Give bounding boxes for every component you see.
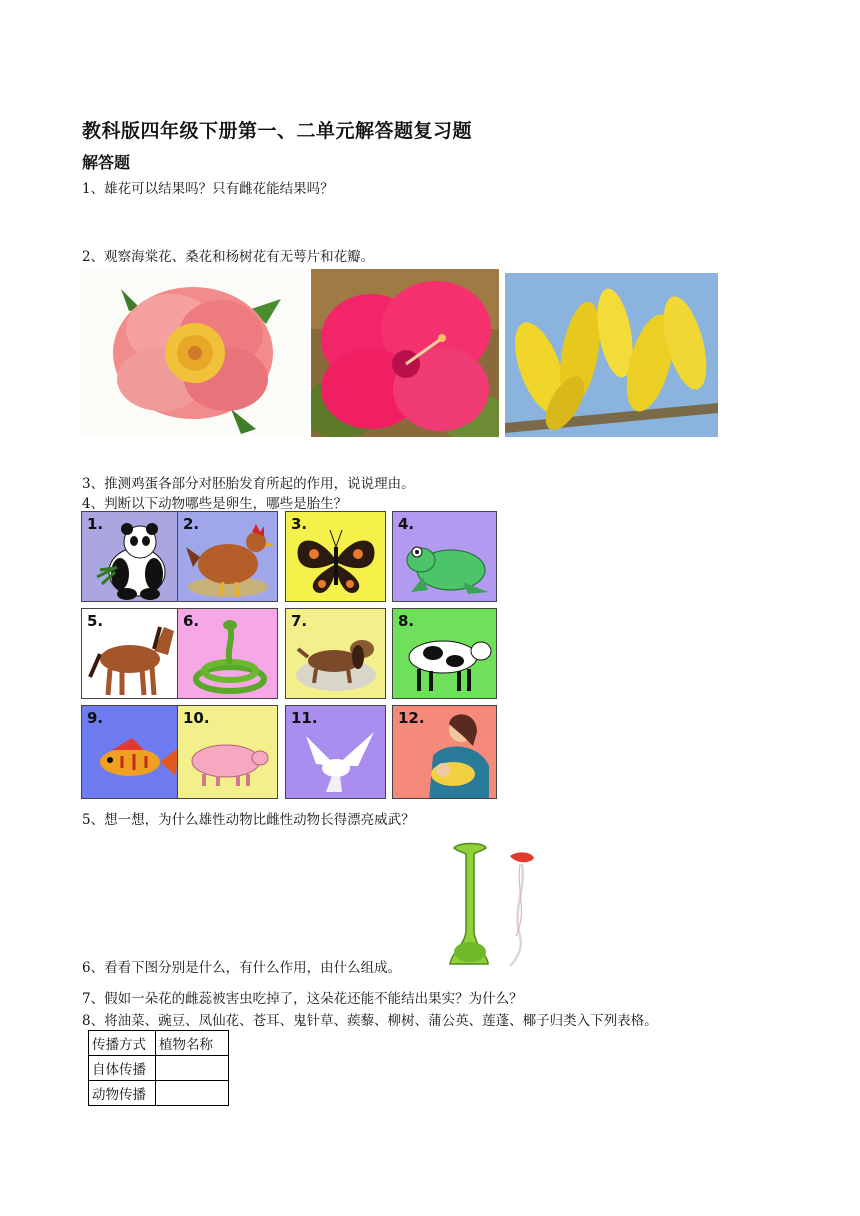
yellow-flower-photo xyxy=(505,273,718,437)
table-header-row xyxy=(89,1031,229,1056)
table-answer-cell[interactable] xyxy=(156,1081,229,1106)
tile-number: 3. xyxy=(291,515,308,533)
question-3: 3、推测鸡蛋各部分对胚胎发育所起的作用，说说理由。 xyxy=(82,476,415,492)
question-6: 6、看看下图分别是什么，有什么作用，由什么组成。 xyxy=(82,960,402,976)
question-5: 5、想一想，为什么雄性动物比雌性动物长得漂亮威武？ xyxy=(82,812,415,828)
animal-tile-7 xyxy=(285,608,386,699)
tile-number: 7. xyxy=(291,612,308,630)
animal-tile-10 xyxy=(177,705,278,799)
tile-number: 12. xyxy=(398,709,425,727)
table-row xyxy=(89,1056,229,1081)
pistil-stamen-drawing xyxy=(440,840,540,972)
page-title: 教科版四年级下册第一、二单元解答题复习题 xyxy=(82,120,473,142)
tile-number: 5. xyxy=(87,612,104,630)
table-header-cell: 传播方式 xyxy=(89,1031,156,1056)
hibiscus-flower-photo xyxy=(311,269,499,437)
seed-dispersal-table xyxy=(88,1030,229,1106)
tile-number: 1. xyxy=(87,515,104,533)
animal-tile-11 xyxy=(285,705,386,799)
animal-tile-8 xyxy=(392,608,497,699)
question-7: 7、假如一朵花的雌蕊被害虫吃掉了，这朵花还能不能结出果实？为什么？ xyxy=(82,991,523,1007)
animal-grid xyxy=(81,511,497,799)
tile-number: 4. xyxy=(398,515,415,533)
table-cell: 动物传播 xyxy=(89,1081,156,1106)
tile-number: 6. xyxy=(183,612,200,630)
question-8: 8、将油菜、豌豆、凤仙花、苍耳、鬼针草、蒺藜、柳树、蒲公英、莲蓬、椰子归类入下列表格。 xyxy=(82,1013,658,1029)
table-header-cell: 植物名称 xyxy=(156,1031,229,1056)
tile-number: 9. xyxy=(87,709,104,727)
animal-tile-6 xyxy=(177,608,278,699)
tile-number: 10. xyxy=(183,709,210,727)
table-cell: 自体传播 xyxy=(89,1056,156,1081)
section-heading: 解答题 xyxy=(82,153,131,172)
animal-tile-1 xyxy=(81,511,182,602)
animal-tile-4 xyxy=(392,511,497,602)
table-answer-cell[interactable] xyxy=(156,1056,229,1081)
animal-tile-12 xyxy=(392,705,497,799)
tile-number: 8. xyxy=(398,612,415,630)
animal-tile-2 xyxy=(177,511,278,602)
animal-tile-3 xyxy=(285,511,386,602)
question-1: 1、雄花可以结果吗？只有雌花能结果吗？ xyxy=(82,181,334,197)
animal-tile-5 xyxy=(81,608,182,699)
tile-number: 2. xyxy=(183,515,200,533)
tile-number: 11. xyxy=(291,709,318,727)
question-4: 4、判断以下动物哪些是卵生，哪些是胎生？ xyxy=(82,496,348,512)
table-row xyxy=(89,1081,229,1106)
peony-flower-photo xyxy=(81,269,305,437)
question-2: 2、观察海棠花、桑花和杨树花有无萼片和花瓣。 xyxy=(82,249,375,265)
animal-tile-9 xyxy=(81,705,182,799)
